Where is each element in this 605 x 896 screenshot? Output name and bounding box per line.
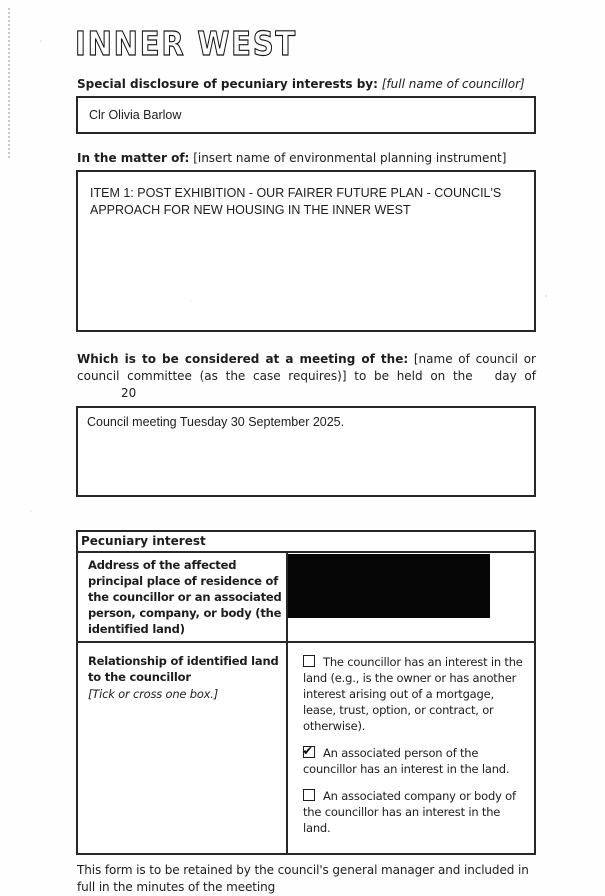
address-row xyxy=(78,553,534,643)
address-label: Address of the affected principal place of residence of the councillor or an associated person, company, or body (the identified land) xyxy=(88,558,282,636)
meeting-section xyxy=(76,351,536,497)
option-councillor-interest xyxy=(303,654,524,734)
inner-west-logo xyxy=(74,26,536,64)
relationship-hint: [Tick or cross one box.] xyxy=(88,687,219,701)
option-councillor-interest-text: The councillor has an interest in the land (e.g., is the owner or has another interest arising out of a mortgage, lease, trust, option, or contract, or otherwise). xyxy=(303,655,523,733)
retention-note: This form is to be retained by the council's general manager and included in full in the minutes of the meeting xyxy=(77,863,529,894)
relationship-row xyxy=(78,643,534,853)
matter-section xyxy=(76,150,536,332)
scan-artifact-specks xyxy=(40,40,42,42)
meeting-label-hint: [name of council or council committee (as the case requires)] xyxy=(77,352,536,383)
checkbox-associated-company[interactable] xyxy=(303,789,315,801)
scan-artifact-line xyxy=(8,8,10,158)
meeting-label-after: to be held on the xyxy=(354,369,473,383)
matter-field[interactable] xyxy=(76,170,536,332)
meeting-value: Council meeting Tuesday 30 September 2025. xyxy=(87,415,345,429)
meeting-label xyxy=(77,351,536,402)
disclosure-label xyxy=(77,76,536,93)
relationship-label: Relationship of identified land to the councillor xyxy=(88,654,279,684)
address-value-cell xyxy=(288,553,534,641)
disclosure-label-hint: [full name of councillor] xyxy=(381,77,525,91)
inner-west-logo-text: INNER WEST xyxy=(75,26,297,63)
matter-value: ITEM 1: POST EXHIBITION - OUR FAIRER FUTURE PLAN - COUNCIL'S APPROACH FOR NEW HOUSING IN THE INNER WEST xyxy=(90,186,502,217)
matter-label xyxy=(77,150,536,167)
checkbox-associated-person[interactable] xyxy=(303,746,315,758)
matter-label-text: In the matter of: xyxy=(77,151,190,165)
disclosure-section xyxy=(76,76,536,134)
redacted-address-block xyxy=(288,554,490,618)
option-associated-company xyxy=(303,788,524,836)
meeting-field[interactable] xyxy=(76,406,536,497)
relationship-label-cell xyxy=(78,643,288,853)
meeting-label-year: 20 xyxy=(121,386,137,400)
councillor-name-field[interactable] xyxy=(76,96,536,134)
matter-label-hint: [insert name of environmental planning instrument] xyxy=(193,151,507,165)
meeting-label-text: Which is to be considered at a meeting of the: xyxy=(77,352,409,366)
option-associated-person xyxy=(303,745,524,777)
councillor-name-value: Clr Olivia Barlow xyxy=(89,108,182,122)
address-label-cell xyxy=(78,553,288,641)
pecuniary-interest-table xyxy=(76,530,536,855)
checkbox-councillor-interest[interactable] xyxy=(303,655,315,667)
option-associated-person-text: An associated person of the councillor has an interest in the land. xyxy=(303,746,510,776)
disclosure-label-text: Special disclosure of pecuniary interests by: xyxy=(77,77,378,91)
relationship-options-cell xyxy=(288,643,534,853)
table-title: Pecuniary interest xyxy=(78,532,534,553)
option-associated-company-text: An associated company or body of the councillor has an interest in the land. xyxy=(303,789,516,835)
meeting-label-dayof: day of xyxy=(494,369,537,383)
